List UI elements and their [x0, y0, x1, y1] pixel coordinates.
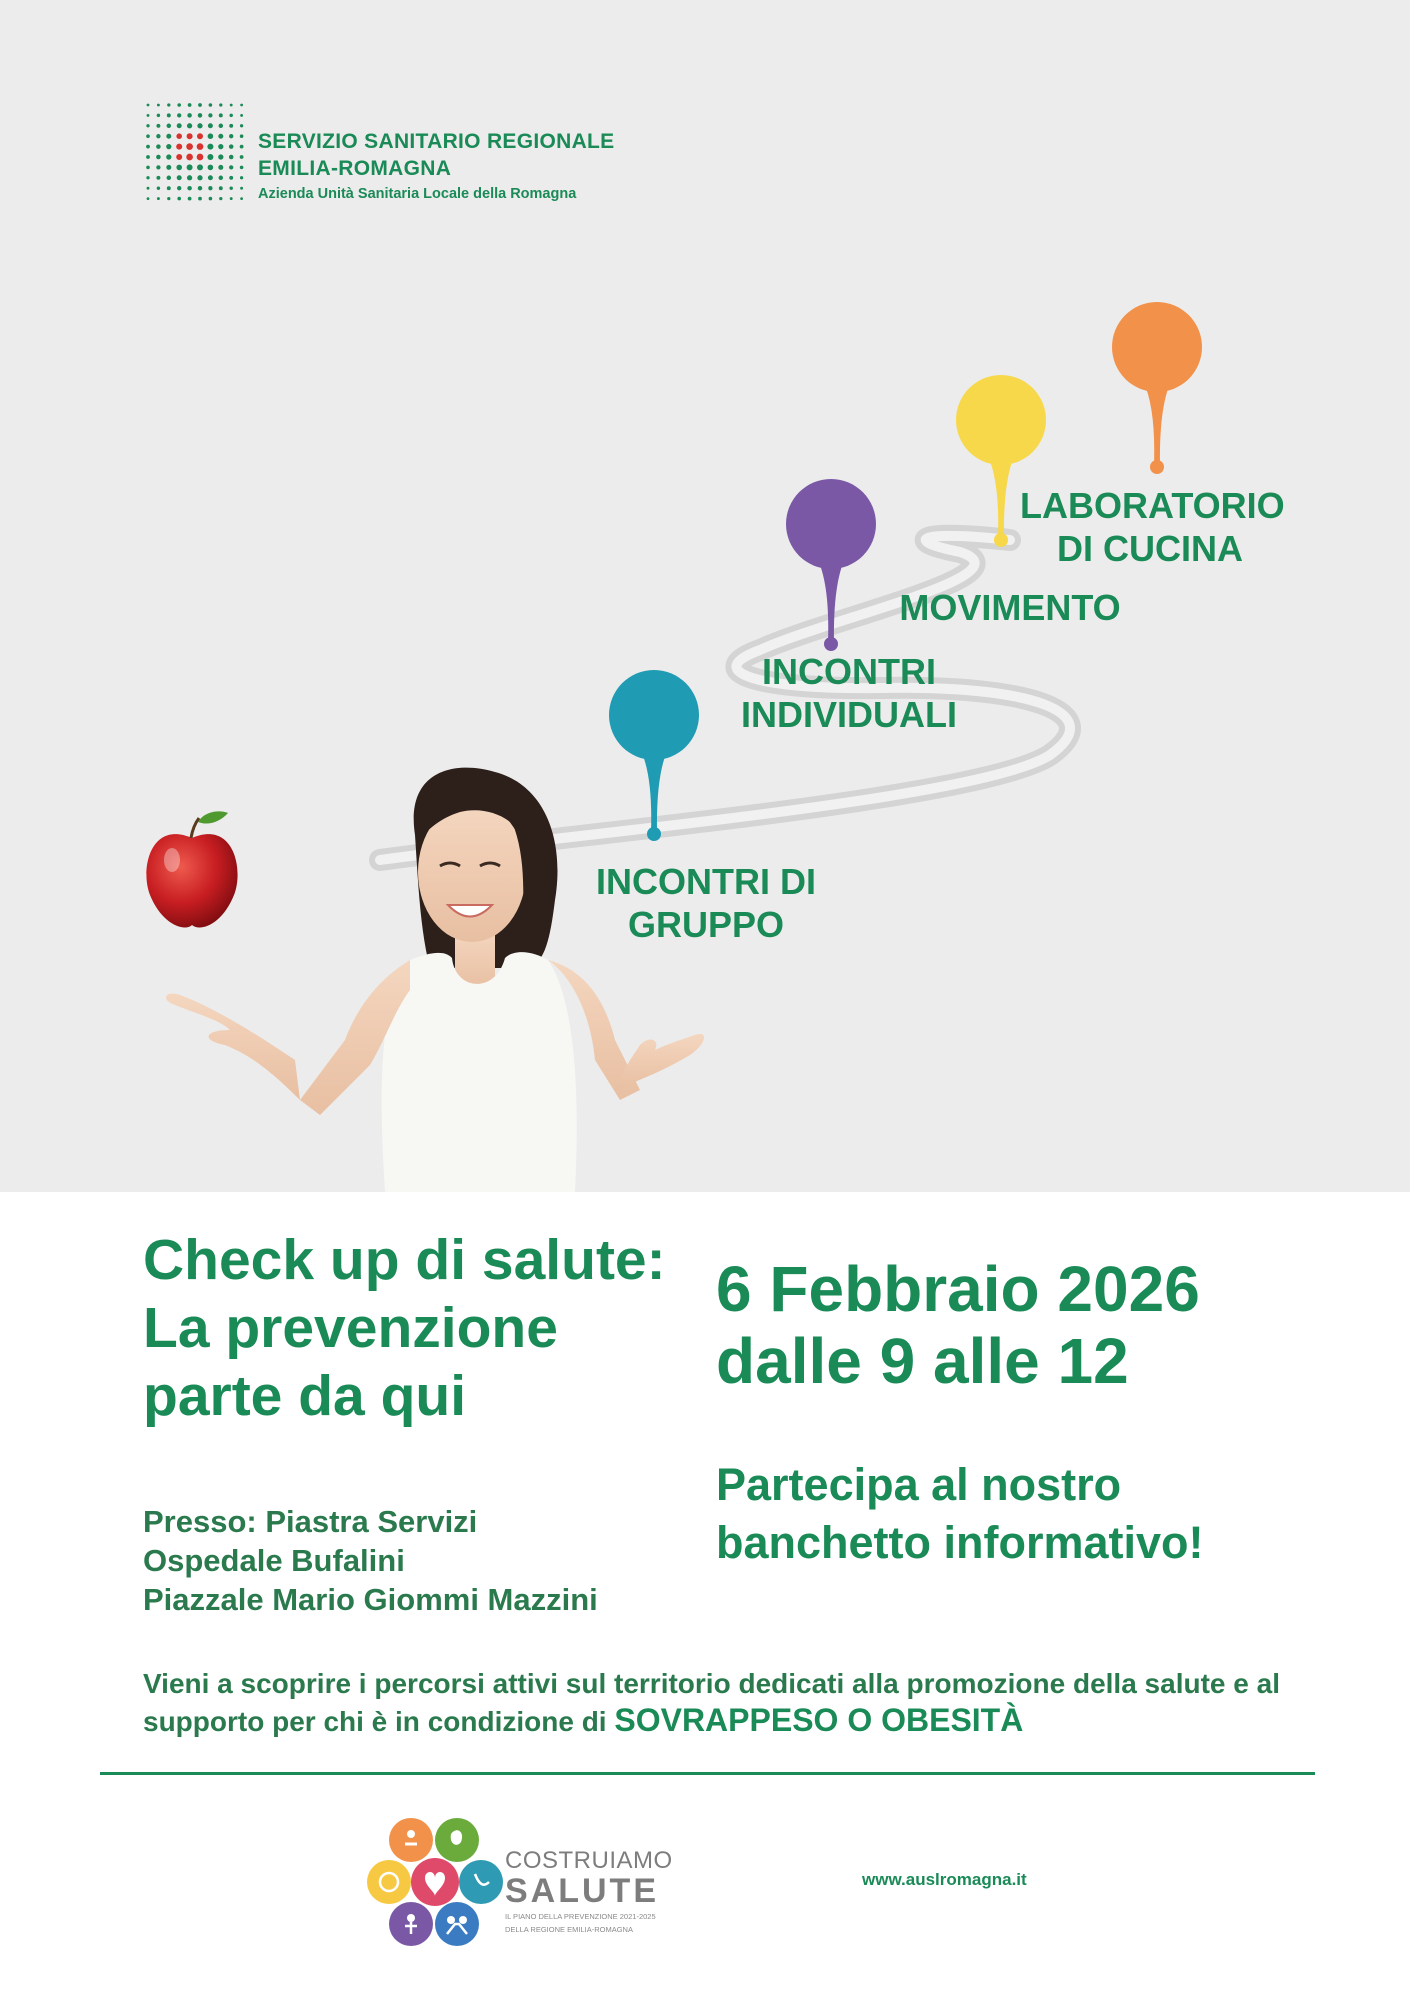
campaign-line1: COSTRUIAMO: [505, 1847, 673, 1874]
stage-label-incontri-individuali: INCONTRI INDIVIDUALI: [741, 651, 957, 735]
org-name-line3: Azienda Unità Sanitaria Locale della Romagna: [258, 186, 577, 202]
org-name-line2: EMILIA-ROMAGNA: [258, 157, 452, 180]
location-line-2: Ospedale Bufalini: [143, 1543, 405, 1578]
map-pin-icon: [1112, 302, 1202, 474]
stage-label-laboratorio-di-cucina: LABORATORIO DI CUCINA: [1020, 485, 1285, 569]
apple-icon: [146, 811, 237, 927]
event-description: [143, 1666, 1303, 1740]
event-date: 6 Febbraio 2026 dalle 9 alle 12: [716, 1253, 1200, 1397]
description-highlight: SOVRAPPESO O OBESITÀ: [614, 1702, 1024, 1738]
costruiamo-salute-flower-icon: [365, 1812, 505, 1952]
event-invite: Partecipa al nostro banchetto informativo!: [716, 1459, 1204, 1568]
event-title: Check up di salute: La prevenzione parte da qui: [143, 1228, 666, 1428]
costruiamo-salute-text: [505, 1848, 675, 1934]
location-line-1: Presso: Piastra Servizi: [143, 1504, 478, 1539]
description-text: Vieni a scoprire i percorsi attivi sul territorio dedicati alla promozione della salute e al supporto per chi è in condizione di: [143, 1668, 1280, 1737]
campaign-sub1: IL PIANO DELLA PREVENZIONE 2021-2025: [505, 1912, 656, 1921]
campaign-sub2: DELLA REGIONE EMILIA-ROMAGNA: [505, 1925, 633, 1934]
stage-label-movimento: MOVIMENTO: [899, 587, 1121, 628]
location-line-3: Piazzale Mario Giommi Mazzini: [143, 1582, 598, 1617]
campaign-line2: SALUTE: [505, 1872, 659, 1910]
event-location: [143, 1502, 703, 1619]
costruiamo-salute-logo: [365, 1812, 673, 1952]
org-name-line1: SERVIZIO SANITARIO REGIONALE: [258, 130, 615, 153]
stage-label-incontri-di-gruppo: INCONTRI DI GRUPPO: [596, 861, 816, 945]
footer-divider: [100, 1772, 1315, 1775]
website-link[interactable]: www.auslromagna.it: [862, 1870, 1027, 1889]
